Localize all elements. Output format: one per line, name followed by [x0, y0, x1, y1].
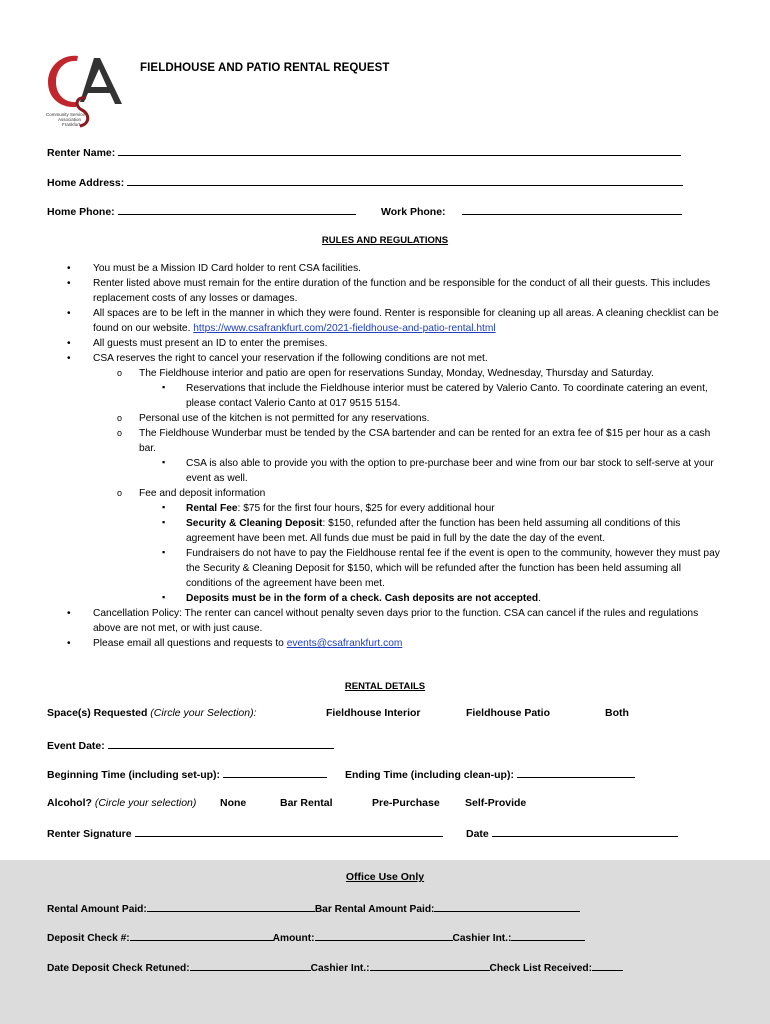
rule-item: • All guests must present an ID to enter the premises. — [47, 336, 727, 351]
rule-item — [47, 636, 727, 651]
date-field[interactable] — [492, 826, 678, 837]
begin-time-row — [47, 767, 327, 781]
work-phone-field[interactable] — [462, 204, 682, 215]
rule-item: • You must be a Mission ID Card holder to rent CSA facilities. — [47, 261, 727, 276]
sub-sub-rule-item: ▪ Reservations that include the Fieldhouse interior must be catered by Valerio Canto. To coordinate catering an event, please contact Valerio Canto at 017 9515 5154. — [47, 381, 727, 411]
office-use-heading: Office Use Only — [345, 871, 425, 883]
email-link[interactable]: events@csafrankfurt.com — [286, 638, 403, 649]
spaces-hint: (Circle your Selection): — [150, 707, 257, 719]
cashier-int-field[interactable] — [511, 930, 585, 941]
fee-item: ▪ Deposits must be in the form of a check. Cash deposits are not accepted. — [47, 591, 727, 606]
date-row — [466, 826, 678, 840]
sub-rule-item: o The Fieldhouse Wunderbar must be tended by the CSA bartender and can be rented for an extra fee of $15 per hour as a cash bar. — [47, 426, 727, 456]
rule-item: • CSA reserves the right to cancel your reservation if the following conditions are not met. — [47, 351, 727, 366]
home-address-label: Home Address: — [47, 177, 125, 189]
fee-label: Rental Fee — [186, 503, 238, 514]
work-phone-row — [381, 204, 682, 218]
amount-label: Amount: — [272, 933, 315, 944]
rental-details-heading: RENTAL DETAILS — [344, 681, 426, 692]
event-date-field[interactable] — [108, 738, 334, 749]
home-phone-row — [47, 204, 356, 218]
renter-name-label: Renter Name: — [47, 147, 116, 159]
space-option-patio[interactable]: Fieldhouse Patio — [466, 707, 551, 719]
csa-logo — [44, 50, 126, 134]
cashier-int-label: Cashier Int.: — [452, 933, 512, 944]
event-date-label: Event Date: — [47, 740, 105, 752]
signature-field[interactable] — [135, 826, 443, 837]
spaces-label: Space(s) Requested — [47, 707, 148, 719]
checklist-field[interactable] — [592, 960, 623, 971]
logo-subtext-3: Frankfurt — [62, 122, 81, 127]
begin-time-label: Beginning Time (including set-up): — [47, 769, 221, 781]
cashier-int-field-2[interactable] — [370, 960, 490, 971]
begin-time-field[interactable] — [223, 767, 327, 778]
logo-letter-a — [80, 58, 122, 104]
space-option-both[interactable]: Both — [605, 707, 629, 719]
sub-rule-item: o Personal use of the kitchen is not permitted for any reservations. — [47, 411, 727, 426]
alcohol-hint: (Circle your selection) — [94, 797, 197, 809]
rules-list — [47, 261, 727, 651]
amount-field[interactable] — [315, 930, 453, 941]
rental-amount-field[interactable] — [147, 901, 315, 912]
signature-label: Renter Signature — [47, 828, 132, 840]
checklist-label: Check List Received: — [489, 963, 593, 974]
sub-rule-item: o The Fieldhouse interior and patio are open for reservations Sunday, Monday, Wednesday, Thursday and Saturday. — [47, 366, 727, 381]
date-returned-label: Date Deposit Check Retuned: — [47, 963, 190, 974]
logo-subtext-2: Association — [58, 117, 82, 122]
fee-text: : $75 for the first four hours, $25 for every additional hour — [237, 503, 495, 514]
rule-text: Please email all questions and requests to — [93, 638, 287, 649]
fee-text: : $150, refunded after the function has been held assuming all conditions of this agreement have been met. All funds due must be paid in full by the date the day of the event. — [186, 518, 681, 544]
bar-amount-field[interactable] — [434, 901, 580, 912]
home-phone-field[interactable] — [118, 204, 356, 215]
end-time-field[interactable] — [517, 767, 635, 778]
end-time-row — [345, 767, 635, 781]
deposit-note: Deposits must be in the form of a check. Cash deposits are not accepted — [186, 593, 539, 604]
rules-heading: RULES AND REGULATIONS — [321, 235, 449, 246]
alcohol-option-none[interactable]: None — [220, 797, 247, 809]
spaces-row — [47, 707, 257, 719]
rule-item: • Renter listed above must remain for the entire duration of the function and be responsible for the conduct of all their guests. This includes replacement costs of any losses or damages. — [47, 276, 727, 306]
signature-row — [47, 826, 443, 840]
deposit-check-field[interactable] — [130, 930, 273, 941]
home-phone-label: Home Phone: — [47, 206, 115, 218]
bar-amount-label: Bar Rental Amount Paid: — [314, 904, 435, 915]
date-returned-field[interactable] — [190, 960, 311, 971]
rule-text: All spaces are to be left in the manner in which they were found. Renter is responsible for cleaning up all areas. A cleaning checklist can be found on our website. — [93, 308, 719, 334]
fee-item — [47, 501, 727, 516]
work-phone-label: Work Phone: — [381, 206, 446, 218]
office-row-1 — [47, 901, 580, 915]
alcohol-row — [47, 797, 196, 809]
rental-page-link[interactable]: https://www.csafrankfurt.com/2021-fieldhouse-and-patio-rental.html — [193, 323, 496, 334]
alcohol-option-self-provide[interactable]: Self-Provide — [465, 797, 527, 809]
office-row-2 — [47, 930, 585, 944]
fee-label: Security & Cleaning Deposit — [186, 518, 323, 529]
renter-name-row — [47, 145, 681, 159]
date-label: Date — [466, 828, 489, 840]
end-time-label: Ending Time (including clean-up): — [345, 769, 514, 781]
form-title: FIELDHOUSE AND PATIO RENTAL REQUEST — [140, 62, 390, 74]
alcohol-label: Alcohol? — [47, 797, 92, 809]
home-address-row — [47, 175, 683, 189]
rule-item: • Cancellation Policy: The renter can cancel without penalty seven days prior to the function. CSA can cancel if the rules and regulations above are not met, or with just cause. — [47, 606, 727, 636]
event-date-row — [47, 738, 334, 752]
space-option-interior[interactable]: Fieldhouse Interior — [326, 707, 421, 719]
rule-item — [47, 306, 727, 336]
fee-item — [47, 516, 727, 546]
alcohol-option-bar-rental[interactable]: Bar Rental — [280, 797, 333, 809]
alcohol-option-pre-purchase[interactable]: Pre-Purchase — [372, 797, 440, 809]
deposit-check-label: Deposit Check #: — [47, 933, 130, 944]
home-address-field[interactable] — [127, 175, 683, 186]
cashier-int-label-2: Cashier Int.: — [310, 963, 370, 974]
office-row-3 — [47, 960, 623, 974]
sub-rule-item: o Fee and deposit information — [47, 486, 727, 501]
sub-sub-rule-item: ▪ CSA is also able to provide you with the option to pre-purchase beer and wine from our bar stock to self-serve at your event as well. — [47, 456, 727, 486]
fee-item: ▪ Fundraisers do not have to pay the Fieldhouse rental fee if the event is open to the community, however they must pay the Security & Cleaning Deposit for $150, which will be refunded after the function has been held assuming all conditions of the agreement have been met. — [47, 546, 727, 591]
logo-letter-c — [48, 56, 78, 107]
logo-subtext-1: Community Service — [46, 112, 86, 117]
rental-amount-label: Rental Amount Paid: — [47, 904, 147, 915]
renter-name-field[interactable] — [118, 145, 681, 156]
